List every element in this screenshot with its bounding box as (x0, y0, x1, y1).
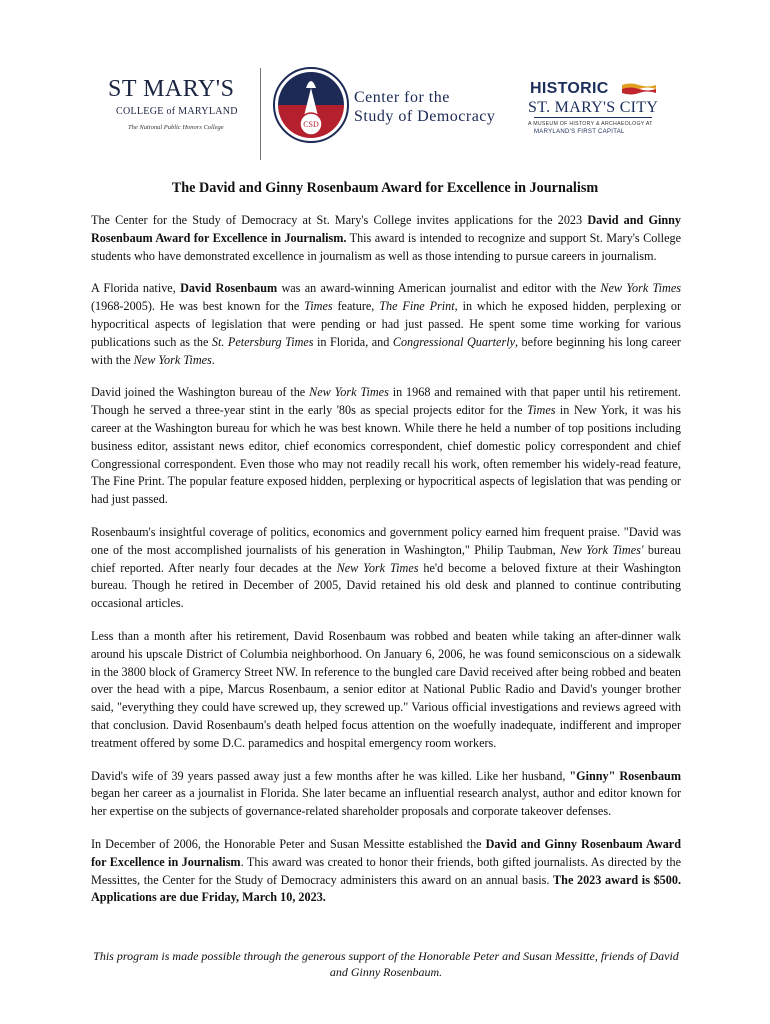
smcm-tagline: The National Public Honors College (128, 124, 224, 131)
paragraph-intro: The Center for the Study of Democracy at St. Mary's College invites applications for the 2023 David and Ginny Rosenbaum Award for Excellence in Journalism. This award is intended to recognize and support St. Mary's College students who have demonstrated excellence in journalism as well as those intending to pursue careers in journalism. (91, 213, 681, 263)
hsmc-main: ST. MARY'S CITY (528, 99, 659, 116)
paragraph-washington-bureau: David joined the Washington bureau of the New York Times in 1968 and remained with that paper until his retirement. Though he served a three-year stint in the early '80s as special projects editor for the Times in New York, it was his career at the Washington bureau for which he was best known. While there he held a number of top positions including business editor, assistant news editor, chief economics correspondent, chief domestic policy correspondent and chief Congressional correspondent. Even those who may not readily recall his work, often remember his widely-read feature, The Fine Print. The popular feature exposed hidden, perplexing or hypocritical aspects of legislation that was pending or had just passed. (91, 385, 681, 507)
paragraph-david-bio: A Florida native, David Rosenbaum was an award-winning American journalist and editor with the New York Times (1968-2005). He was best known for the Times feature, The Fine Print, in which he exposed hidden, perplexing or hypocritical aspects of legislation that were pending or had just passed. He spent some time working for various publications such as the St. Petersburg Times in Florida, and Congressional Quarterly, before beginning his long career with the New York Times. (91, 281, 682, 367)
smcm-logo (108, 76, 248, 136)
hsmc-sub1: A MUSEUM OF HISTORY & ARCHAEOLOGY AT (528, 121, 653, 127)
page-title: The David and Ginny Rosenbaum Award for Excellence in Journalism (171, 180, 599, 196)
hsmc-top: HISTORIC (530, 80, 609, 97)
smcm-name: ST MARY'S (108, 76, 235, 102)
csd-logo (272, 66, 507, 158)
body-text (91, 212, 681, 922)
smcm-subtitle: COLLEGE of MARYLAND (116, 106, 238, 117)
csd-name-line1: Center for the (354, 89, 450, 106)
hsmc-sub2: MARYLAND'S FIRST CAPITAL (534, 129, 625, 135)
maryland-flag-icon (622, 82, 656, 96)
csd-name (354, 88, 495, 126)
csd-seal-label: CSD (303, 120, 319, 129)
paragraph-ginny: David's wife of 39 years passed away just a few months after he was killed. Like her husband, "Ginny" Rosenbaum began her career as a journalist in Florida. She later became an influential research analyst, author and editor known for her expertise on the subjects of governance-related shareholder proposals and corporate takeover defenses. (91, 768, 681, 819)
hsmc-rule (534, 117, 652, 118)
logo-divider (260, 68, 261, 160)
letterhead (0, 62, 770, 162)
footer-note: This program is made possible through the generous support of the Honorable Peter and Susan Messitte, friends of David and Ginny Rosenbaum. (93, 949, 679, 979)
paragraph-coverage: Rosenbaum's insightful coverage of politics, economics and government policy earned him frequent praise. "David was one of the most accomplished journalists of his generation in Washington," Philip Taubman, New York Times' bureau chief reported. After nearly four decades at the New York Times he'd become a beloved fixture at their Washington bureau. Though he retired in December of 2005, David retained his old desk and planned to continue contributing occasional articles. (91, 524, 681, 611)
paragraph-death: Less than a month after his retirement, David Rosenbaum was robbed and beaten while taking an after-dinner walk around his upscale District of Columbia neighborhood. On January 6, 2006, he was found semiconscious on a sidewalk in the 3800 block of Gramercy Street NW. In reference to the bungled care David received after being robbed and beaten over the head with a pipe, Marcus Rosenbaum, a senior editor at National Public Radio and David's younger brother said, "everything they could have screwed up, they screwed up." Various official investigations and reviews agreed with that conclusion. David Rosenbaum's death helped focus attention on the woefully inadequate, indifferent and improper treatment offered by some D.C. paramedics and hospital emergency room workers. (91, 628, 681, 750)
csd-seal-icon (272, 66, 350, 144)
csd-name-line2: Study of Democracy (354, 108, 496, 125)
paragraph-award: In December of 2006, the Honorable Peter and Susan Messitte established the David and Ginny Rosenbaum Award for Excellence in Journalism. This award was created to honor their friends, both gifted journalists. As directed by the Messittes, the Center for the Study of Democracy administers this award on an annual basis. The 2023 award is $500. Applications are due Friday, March 10, 2023. (91, 836, 681, 905)
hsmc-logo (520, 80, 680, 150)
